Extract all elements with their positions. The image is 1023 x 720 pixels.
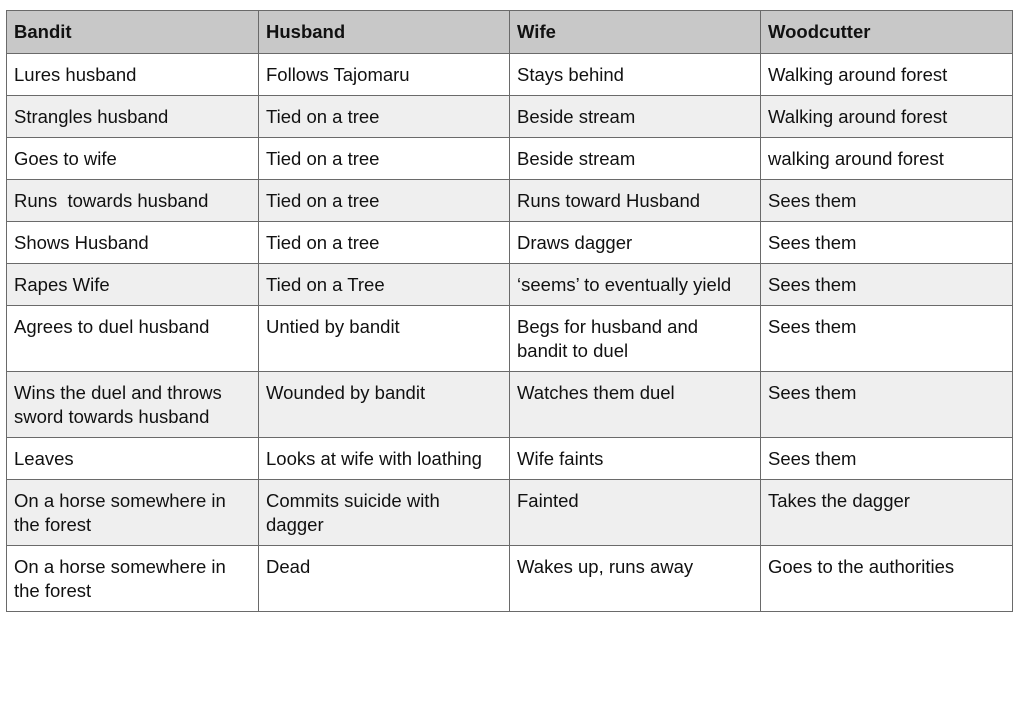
cell-woodcutter: Sees them [761,264,1013,306]
cell-bandit: Goes to wife [7,138,259,180]
table-row [7,546,1013,612]
header-row [7,11,1013,54]
cell-woodcutter: Takes the dagger [761,480,1013,546]
cell-husband: Tied on a tree [259,222,510,264]
cell-bandit: Agrees to duel husband [7,306,259,372]
cell-woodcutter: Sees them [761,306,1013,372]
cell-wife: Beside stream [510,138,761,180]
header-woodcutter: Woodcutter [761,11,1013,54]
cell-husband: Commits suicide with dagger [259,480,510,546]
cell-husband: Wounded by bandit [259,372,510,438]
table-row [7,222,1013,264]
table-row [7,264,1013,306]
cell-woodcutter: Sees them [761,438,1013,480]
table-row [7,138,1013,180]
cell-wife: Wakes up, runs away [510,546,761,612]
cell-husband: Tied on a tree [259,180,510,222]
cell-wife: Wife faints [510,438,761,480]
table-row [7,306,1013,372]
table-row [7,54,1013,96]
cell-husband: Looks at wife with loathing [259,438,510,480]
cell-bandit: Shows Husband [7,222,259,264]
header-husband: Husband [259,11,510,54]
cell-wife: Begs for husband and bandit to duel [510,306,761,372]
cell-husband: Follows Tajomaru [259,54,510,96]
cell-wife: Beside stream [510,96,761,138]
cell-bandit: Runs towards husband [7,180,259,222]
table-row [7,180,1013,222]
table-header [7,11,1013,54]
cell-husband: Tied on a tree [259,96,510,138]
header-wife: Wife [510,11,761,54]
cell-woodcutter: Sees them [761,180,1013,222]
table-row [7,480,1013,546]
cell-husband: Untied by bandit [259,306,510,372]
cell-husband: Tied on a tree [259,138,510,180]
table-row [7,372,1013,438]
cell-bandit: Lures husband [7,54,259,96]
cell-bandit: On a horse somewhere in the forest [7,480,259,546]
cell-bandit: Strangles husband [7,96,259,138]
cell-woodcutter: Sees them [761,222,1013,264]
cell-woodcutter: Goes to the authorities [761,546,1013,612]
cell-wife: Stays behind [510,54,761,96]
table-row [7,438,1013,480]
table-body [7,54,1013,612]
cell-woodcutter: walking around forest [761,138,1013,180]
story-table [6,10,1013,612]
cell-husband: Dead [259,546,510,612]
cell-bandit: On a horse somewhere in the forest [7,546,259,612]
cell-wife: ‘seems’ to eventually yield [510,264,761,306]
table-row [7,96,1013,138]
cell-husband: Tied on a Tree [259,264,510,306]
cell-bandit: Rapes Wife [7,264,259,306]
cell-woodcutter: Walking around forest [761,54,1013,96]
header-bandit: Bandit [7,11,259,54]
cell-bandit: Leaves [7,438,259,480]
cell-wife: Fainted [510,480,761,546]
cell-woodcutter: Walking around forest [761,96,1013,138]
cell-wife: Draws dagger [510,222,761,264]
cell-wife: Runs toward Husband [510,180,761,222]
cell-wife: Watches them duel [510,372,761,438]
cell-bandit: Wins the duel and throws sword towards husband [7,372,259,438]
cell-woodcutter: Sees them [761,372,1013,438]
